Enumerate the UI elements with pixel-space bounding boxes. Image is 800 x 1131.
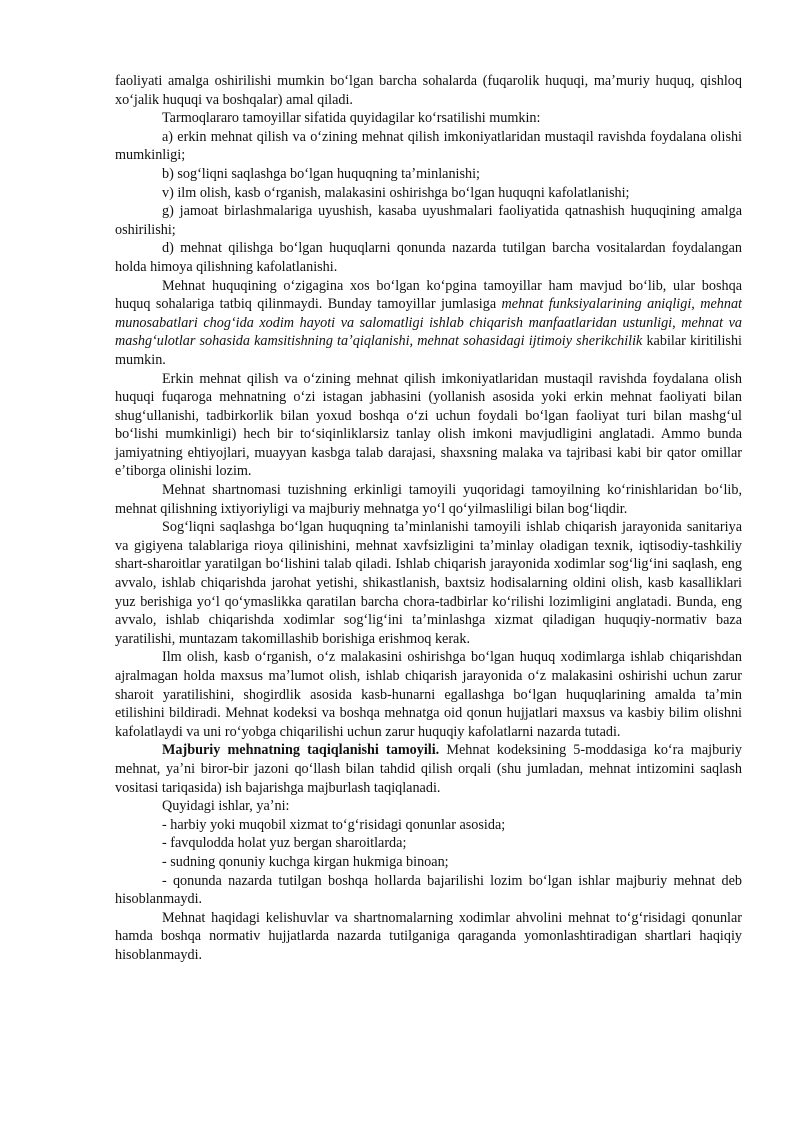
text-segment: Mehnat shartnomasi tuzishning erkinligi tamoyili yuqoridagi tamoyilning koʻrinishlaridan boʻlib, mehnat qilishning ixtiyoriyligi va majburiy mehnatga yoʻl qoʻyilmasliligi bilan bogʻliqdir. — [115, 482, 742, 517]
paragraph-7 — [115, 239, 742, 276]
paragraph-18 — [115, 872, 742, 909]
paragraph-14 — [115, 797, 742, 816]
text-segment: - sudning qonuniy kuchga kirgan hukmiga binoan; — [162, 853, 449, 870]
paragraph-19 — [115, 909, 742, 965]
text-segment: Sogʻliqni saqlashga boʻlgan huquqning taʼminlanishi tamoyili ishlab chiqarish jarayonida sanitariya va gigiyena talablariga rioya qilinishini, mehnat xavfsizligini taʼminlay oladigan texnik, iqtisodiy-tashkiliy shart-sharoitlar yaratilgan boʻlishini talab qiladi. Ishlab chiqarish jarayonida xodimlar sogʻligʻini saqlash, eng avvalo, ishlab chiqarishda jarohat yetishi, shikastlanish, baxtsiz hodisalarning oldini olish, kasb kasalliklari yuz berishiga yoʻl qoʻymaslikka qaratilan barcha chora-tadbirlar koʻrilishi lozimligini anglatadi. Bunda, eng avvalo, ishlab chiqarishda xodimlar sogʻligʻini taʼminlashga xizmat qiladigan huquqiy-normativ baza yaratilishi, muntazam takomillashib borishiga erishmoq kerak. — [115, 519, 742, 647]
paragraph-1 — [115, 72, 742, 109]
paragraph-15 — [115, 816, 742, 835]
text-segment: - qonunda nazarda tutilgan boshqa hollarda bajarilishi lozim boʻlgan ishlar majburiy mehnat deb hisoblanmaydi. — [115, 872, 742, 908]
text-segment: Mehnat kodeksining 5-moddasiga koʻra majburiy mehnat, yaʼni biror-bir jazoni qoʻllash bilan tahdid qilish orqali (shu jumladan, mehnat intizomini saqlash vositasi tariqasida) ish bajarishga majburlash taqiqlanadi. — [115, 742, 743, 796]
text-segment: a) erkin mehnat qilish va oʻzining mehnat qilish imkoniyatlaridan mustaqil ravishda foydalana olishi mumkinligi; — [115, 128, 742, 164]
text-segment: Erkin mehnat qilish va oʻzining mehnat qilish imkoniyatlaridan mustaqil ravishda foydalana olish huquqi fuqaroga mehnatning oʻzi istagan jabhasini (yollanish asosida yoki erkin mehnat faoliyati bilan shugʻullanishi, tadbirkorlik bilan yoxud boshqa oʻzi uchun foydali boʻlgan faoliyat turi bilan mashgʻul boʻlishi mumkinligi) hech bir toʻsiqinliklarsiz tanlay olish imkoni mavjudligini anglatadi. Ammo bunda jamiyatning ehtiyojlari, muayyan kasbga talab darajasi, shaxsning malaka va tajribasi kabi bir qator omillar eʼtiborga olinishi lozim. — [115, 370, 742, 480]
paragraph-8 — [115, 277, 742, 370]
paragraph-6 — [115, 202, 742, 239]
text-segment: Mehnat haqidagi kelishuvlar va shartnomalarning xodimlar ahvolini mehnat toʻgʻrisidagi qonunlar hamda boshqa normativ hujjatlarda nazarda tutilganiga qaraganda yomonlashtiradigan shartlari haqiqiy hisoblanmaydi. — [115, 909, 742, 963]
paragraph-2 — [115, 109, 742, 128]
document-page — [115, 72, 742, 965]
text-segment: b) sogʻliqni saqlashga boʻlgan huquqning taʼminlanishi; — [162, 165, 480, 182]
text-segment: Tarmoqlararo tamoyillar sifatida quyidagilar koʻrsatilishi mumkin: — [162, 110, 541, 127]
paragraph-10 — [115, 481, 742, 518]
text-segment: Mehnat huquqining oʻzigagina xos boʻlgan koʻpgina tamoyillar ham mavjud boʻlib, ular boshqa huquq sohalariga tatbiq qilinmaydi. Bunday tamoyillar jumlasiga — [115, 277, 742, 313]
text-segment: faoliyati amalga oshirilishi mumkin boʻlgan barcha sohalarda (fuqarolik huquqi, maʼmuriy huquq, qishloq xoʻjalik huquqi va boshqalar) amal qiladi. — [115, 73, 742, 108]
paragraph-11 — [115, 518, 742, 648]
paragraph-12 — [115, 648, 742, 741]
text-segment: d) mehnat qilishga boʻlgan huquqlarni qonunda nazarda tutilgan barcha vositalardan foydalangan holda himoya qilishning kafolatlanishi. — [115, 240, 742, 275]
paragraph-13 — [115, 741, 742, 797]
paragraph-17 — [115, 853, 742, 872]
text-segment: Quyidagi ishlar, yaʼni: — [162, 798, 290, 815]
text-segment: g) jamoat birlashmalariga uyushish, kasaba uyushmalari faoliyatida qatnashish huquqining amalga oshirilishi; — [115, 203, 742, 238]
text-segment: - harbiy yoki muqobil xizmat toʻgʻrisidagi qonunlar asosida; — [162, 816, 506, 833]
paragraph-9 — [115, 370, 742, 482]
text-segment: mehnat funksiyalarining aniqligi, mehnat munosabatlari chogʻida xodim hayoti va salomatligi ishlab chiqarish manfaatlaridan ustunligi, mehnat va mashgʻulotlar sohasida kamsitishning taʼqiqlanishi, mehnat sohasidagi ijtimoiy sherikchilik — [115, 296, 742, 350]
paragraph-16 — [115, 834, 742, 853]
text-segment: Majburiy mehnatning taqiqlanishi tamoyili. — [162, 742, 440, 759]
paragraph-3 — [115, 128, 742, 165]
paragraph-4 — [115, 165, 742, 184]
text-segment: - favqulodda holat yuz bergan sharoitlarda; — [162, 835, 407, 852]
text-segment: v) ilm olish, kasb oʻrganish, malakasini oshirishga boʻlgan huquqni kafolatlanishi; — [162, 184, 630, 201]
text-segment: kabilar kiritilishi mumkin. — [115, 333, 742, 368]
text-segment: Ilm olish, kasb oʻrganish, oʻz malakasini oshirishga boʻlgan huquq xodimlarga ishlab chiqarishdan ajralmagan holda maxsus maʼlumot olish, ishlab chiqarish jarayonida oʻz malakasini oshirishi uchun zarur sharoit yaratilishini, shogirdlik asosida kasb-hunarni egallashga boʻlgan huquqlarining amalda taʼmin etilishini bildiradi. Mehnat kodeksi va boshqa mehnatga oid qonun hujjatlari maxsus va kasbiy bilim olishni kafolatlaydi va uni roʻyobga chiqarilishi uchun zarur huquqiy kafolatlarni nazarda tutadi. — [115, 649, 742, 740]
paragraph-5 — [115, 184, 742, 203]
